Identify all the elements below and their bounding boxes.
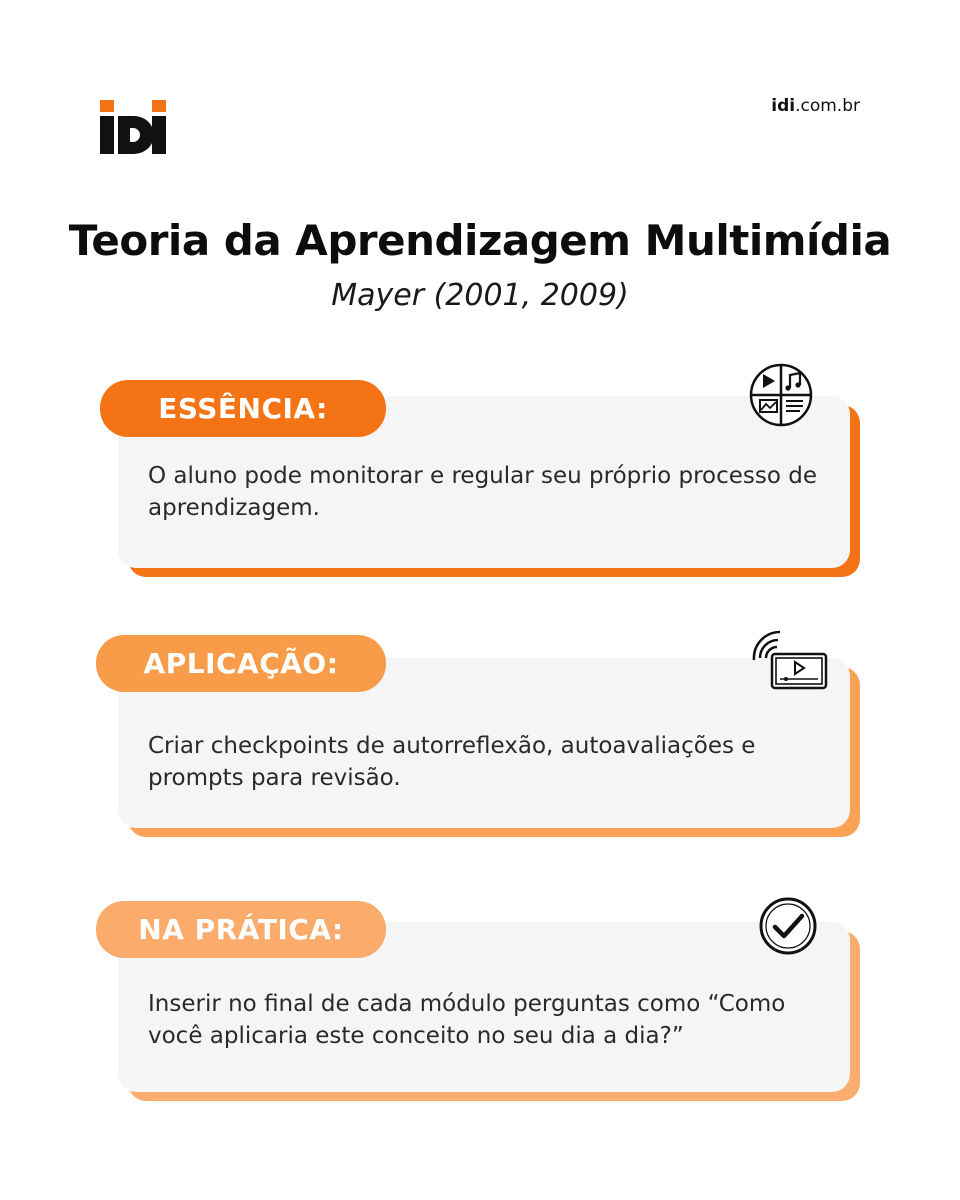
section-label-na-pratica: NA PRÁTICA: [96,901,386,958]
page-subtitle: Mayer (2001, 2009) [331,278,629,313]
video-screen-signal-icon [750,628,830,692]
check-circle-icon [758,896,818,956]
section-text-aplicacao: Criar checkpoints de autorreflexão, autoavaliações e prompts para revisão. [148,733,756,791]
site-url[interactable]: idi.com.br [771,96,860,116]
section-text-na-pratica: Inserir no final de cada módulo perguntas como “Como você aplicaria este conceito no seu dia a dia?” [148,991,786,1049]
multimedia-grid-icon [748,362,814,428]
section-label-aplicacao: APLICAÇÃO: [96,635,386,692]
section-text-essencia: O aluno pode monitorar e regular seu próprio processo de aprendizagem. [148,463,817,521]
idi-logo [100,100,166,154]
section-label-essencia: ESSÊNCIA: [100,380,386,437]
page-title: Teoria da Aprendizagem Multimídia [68,216,892,265]
